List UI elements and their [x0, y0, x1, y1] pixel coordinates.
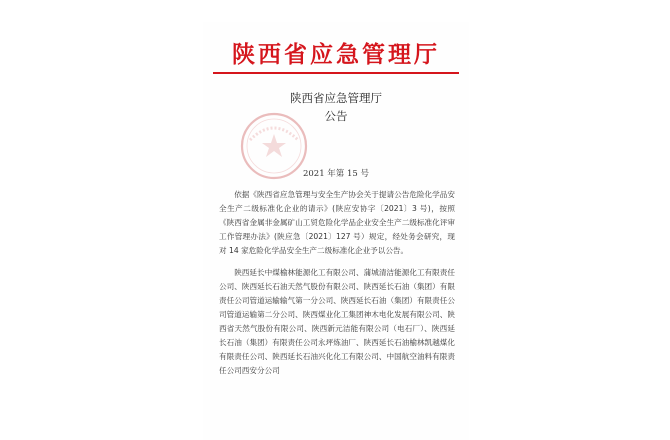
document-title: 陕西省应急管理厅: [290, 91, 382, 105]
red-divider-line: [213, 72, 459, 74]
red-header-title: 陕西省应急管理厅: [232, 42, 440, 68]
page-cutoff: [203, 432, 469, 440]
body-paragraph: 依据《陕西省应急管理与安全生产协会关于提请公告危险化学品安全生产二级标准化企业的请示》(陕应安协字〔2021〕3 号)，按照《陕西省金属非金属矿山工贸危险化学品企业安全生产二级标准化评审工作管理办法》(陕应急〔2021〕127 号）规定，经处务会研究，现对 14 家危险化学品安全生产二级标准化企业予以公告。: [219, 190, 455, 255]
document-number: 2021 年第 15 号: [302, 169, 370, 179]
document-page: [203, 22, 469, 440]
document-subtitle: 公告: [324, 109, 348, 123]
document-body: [219, 188, 455, 386]
body-paragraph: 陕西延长中煤榆林能源化工有限公司、蒲城清洁能源化工有限责任公司、陕西延长石油天然气股份有限公司、陕西延长石油（集团）有限责任公司管道运输输气第一分公司、陕西延长石油（集团）有限责任公司管道运输第二分公司、陕西煤业化工集团神木电化发展有限公司、陕西省天然气股份有限公司、陕西新元洁能有限公司（电石厂）、陕西延长石油（集团）有限责任公司永坪炼油厂、陕西延长石油榆林凯越煤化有限责任公司、陕西延长石油兴化化工有限公司、中国航空油料有限责任公司西安分公司: [219, 268, 455, 375]
